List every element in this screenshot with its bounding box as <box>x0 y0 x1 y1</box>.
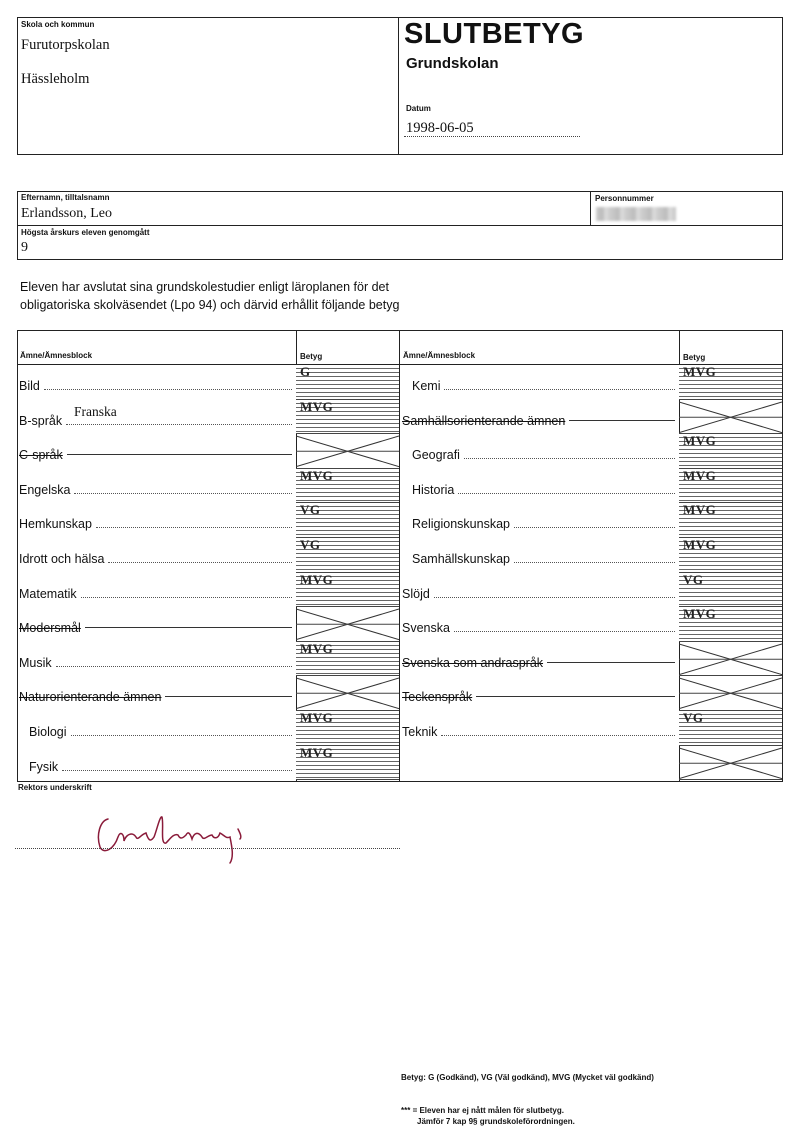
grade-cell <box>679 503 782 538</box>
row-divider <box>679 779 782 780</box>
subject-row <box>29 760 292 774</box>
subject-row <box>19 379 292 393</box>
dotted-leader <box>441 735 675 736</box>
grade-cell-crossed <box>679 746 782 781</box>
grade-value: MVG <box>683 502 717 518</box>
subject-row <box>19 690 292 704</box>
grade-value: MVG <box>300 744 334 760</box>
row-divider <box>296 779 399 780</box>
subject-row <box>412 517 675 531</box>
grade-level-value: 9 <box>21 240 28 255</box>
date-value: 1998-06-05 <box>406 120 474 136</box>
dotted-leader <box>62 770 292 771</box>
subject-name: Hemkunskap <box>19 517 92 532</box>
grade-value: MVG <box>300 467 334 483</box>
grade-cell-crossed <box>679 676 782 711</box>
header-grade-right: Betyg <box>683 353 706 362</box>
grade-value: MVG <box>300 398 334 414</box>
subject-name: Kemi <box>412 379 441 393</box>
subject-name: Slöjd <box>402 586 430 601</box>
note-line-2: Jämför 7 kap 9§ grundskoleförordningen. <box>417 1117 575 1126</box>
grade-cell <box>296 503 399 538</box>
grade-value: MVG <box>300 571 334 587</box>
subject-name: Svenska <box>402 621 450 636</box>
grade-value: MVG <box>683 433 717 449</box>
date-line <box>404 136 580 137</box>
subject-row <box>402 725 675 739</box>
subject-row <box>19 552 292 566</box>
dotted-leader <box>547 662 675 663</box>
school-label: Skola och kommun <box>21 20 95 29</box>
pnr-label: Personnummer <box>595 194 654 203</box>
subject-name: Svenska som andraspråk <box>402 655 544 670</box>
date-label: Datum <box>406 104 431 113</box>
page-title: SLUTBETYG <box>404 18 585 50</box>
subject-name: Musik <box>19 655 52 670</box>
subject-name: Samhällskunskap <box>412 552 510 566</box>
dotted-leader <box>165 696 292 697</box>
grade-cell <box>296 573 399 608</box>
grade-cell <box>679 434 782 469</box>
grade-cell <box>679 365 782 400</box>
grade-value: MVG <box>300 710 334 725</box>
dotted-leader <box>96 527 292 528</box>
subject-row <box>412 483 675 497</box>
subject-name: B-språk <box>19 413 63 428</box>
dotted-leader <box>514 527 675 528</box>
page-subtitle: Grundskolan <box>406 55 499 72</box>
dotted-leader <box>434 597 675 598</box>
subject-name: Bild <box>19 379 40 393</box>
note-line-1: *** = Eleven har ej nått målen för slutbetyg. <box>401 1106 564 1115</box>
grade-value: VG <box>300 537 321 552</box>
subject-name: C-språk <box>19 448 63 463</box>
grade-value: VG <box>683 571 704 587</box>
header-box <box>17 17 783 155</box>
subject-row <box>19 587 292 601</box>
dotted-leader <box>81 597 292 598</box>
student-divider <box>17 225 783 226</box>
grade-cell <box>679 711 782 746</box>
subject-row <box>19 517 292 531</box>
subject-name: Fysik <box>29 759 59 774</box>
dotted-leader <box>67 454 292 455</box>
subject-row <box>402 690 675 704</box>
dotted-leader <box>569 420 675 421</box>
cross-mark-icon <box>679 642 782 677</box>
dotted-leader <box>444 389 675 390</box>
grade-cell-crossed <box>296 434 399 469</box>
municipality: Hässleholm <box>21 71 90 87</box>
dotted-leader <box>108 562 292 563</box>
grade-value: VG <box>683 710 704 725</box>
dotted-leader <box>514 562 675 563</box>
language-name: Franska <box>74 403 117 419</box>
intro-text <box>20 278 620 314</box>
dotted-leader <box>464 458 675 459</box>
cross-mark-icon <box>296 434 399 469</box>
grade-cell-crossed <box>679 400 782 435</box>
right-subject-column <box>400 365 679 781</box>
left-subject-column <box>17 365 296 781</box>
header-subject-left: Ämne/Ämnesblock <box>20 351 93 360</box>
subject-row <box>29 725 292 739</box>
pnr-divider <box>590 191 591 225</box>
grade-cell <box>296 469 399 504</box>
student-name: Erlandsson, Leo <box>21 206 112 221</box>
dotted-leader <box>454 631 675 632</box>
header-subject-right: Ämne/Ämnesblock <box>403 351 476 360</box>
principal-signature <box>90 805 330 867</box>
subject-name: Religionskunskap <box>412 517 510 532</box>
grade-legend: Betyg: G (Godkänd), VG (Väl godkänd), MVG (Mycket väl godkänd) <box>401 1073 654 1082</box>
cross-mark-icon <box>679 746 782 781</box>
subject-row <box>402 414 675 428</box>
subject-row <box>19 656 292 670</box>
name-label: Efternamn, tilltalsnamn <box>21 193 110 202</box>
subject-row <box>412 379 675 393</box>
grade-level-label: Högsta årskurs eleven genomgått <box>21 228 150 237</box>
dotted-leader <box>74 493 292 494</box>
dotted-leader <box>458 493 675 494</box>
grade-value: VG <box>300 502 321 518</box>
subject-name: Teckenspråk <box>402 690 473 705</box>
dotted-leader <box>85 627 292 628</box>
subject-name: Modersmål <box>19 621 81 636</box>
grade-cell <box>679 607 782 642</box>
grade-value: MVG <box>683 537 717 552</box>
grade-value: MVG <box>683 467 717 483</box>
grade-cell <box>296 538 399 573</box>
dotted-leader <box>476 696 675 697</box>
grade-cell <box>296 642 399 677</box>
grade-cell <box>679 469 782 504</box>
header-grade-left: Betyg <box>300 352 323 361</box>
intro-line-1: Eleven har avslutat sina grundskolestudier enligt läroplanen för det <box>20 280 389 294</box>
dotted-leader <box>66 424 292 425</box>
subject-name: Idrott och hälsa <box>19 552 105 566</box>
grade-cell <box>296 365 399 400</box>
signature-label: Rektors underskrift <box>18 783 92 792</box>
grade-value: MVG <box>683 364 717 379</box>
subject-row <box>19 403 292 428</box>
cross-mark-icon <box>679 400 782 435</box>
subject-name: Matematik <box>19 586 77 601</box>
pnr-redacted <box>596 207 676 221</box>
grade-value: MVG <box>300 640 334 656</box>
dotted-leader <box>44 389 292 390</box>
grade-cell <box>679 573 782 608</box>
grade-cell <box>296 400 399 435</box>
subject-row <box>19 483 292 497</box>
subject-name: Engelska <box>19 482 71 497</box>
cross-mark-icon <box>296 607 399 642</box>
right-grade-column <box>679 365 782 781</box>
grade-cell-crossed <box>296 676 399 711</box>
grade-cell <box>679 538 782 573</box>
subject-row <box>402 587 675 601</box>
subject-name: Teknik <box>402 725 438 739</box>
grade-cell-crossed <box>679 642 782 677</box>
subject-row <box>19 448 292 462</box>
grade-cell <box>296 746 399 781</box>
subject-row <box>19 621 292 635</box>
grade-cell-crossed <box>296 607 399 642</box>
subject-name: Historia <box>412 482 455 497</box>
cross-mark-icon <box>679 676 782 711</box>
signature-line <box>15 848 400 849</box>
subject-name: Samhällsorienterande ämnen <box>402 413 566 428</box>
subject-row <box>412 448 675 462</box>
dotted-leader <box>71 735 292 736</box>
cross-mark-icon <box>296 676 399 711</box>
grade-value: G <box>300 364 311 379</box>
subject-row <box>412 552 675 566</box>
subject-name: Biologi <box>29 725 67 739</box>
dotted-leader <box>56 666 292 667</box>
subject-row <box>402 621 675 635</box>
grade-value: MVG <box>683 606 717 622</box>
left-grade-column <box>296 365 399 781</box>
subject-name: Naturorienterande ämnen <box>19 690 162 705</box>
school-name: Furutorpskolan <box>21 37 110 53</box>
subject-row <box>402 656 675 670</box>
subject-name: Geografi <box>412 448 460 463</box>
grade-cell <box>296 711 399 746</box>
intro-line-2: obligatoriska skolväsendet (Lpo 94) och därvid erhållit följande betyg <box>20 298 400 312</box>
header-divider <box>398 17 399 155</box>
